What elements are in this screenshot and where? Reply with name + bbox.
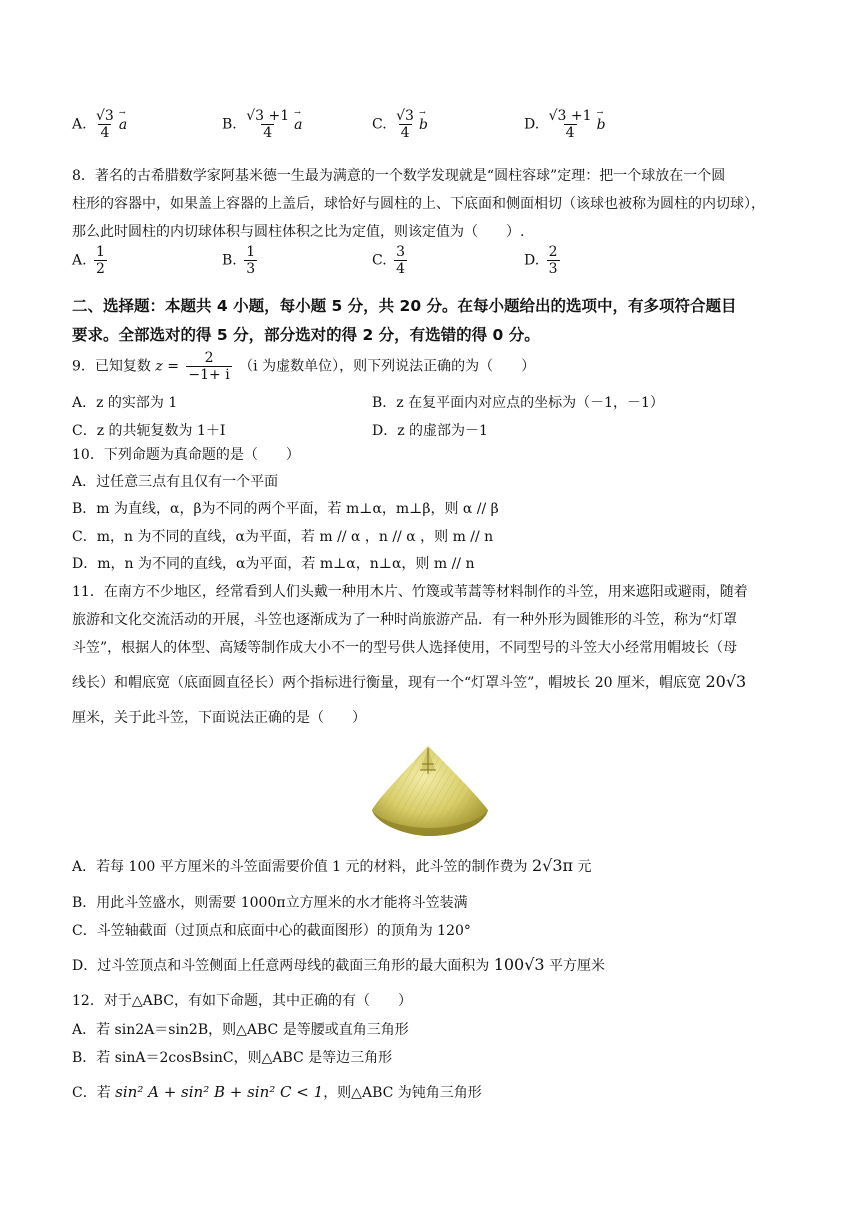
- q9-option-d: D．z 的虚部为－1: [372, 423, 488, 439]
- section-2-heading-line-2: 要求。全部选对的得 5 分，部分选对的得 2 分，有选错的得 0 分。: [72, 326, 540, 344]
- q8-option-b: B. $\frac{1}{3}$: [222, 244, 256, 278]
- q8-option-c-fraction: $\frac{3}{4}$: [396, 244, 406, 278]
- q8-option-d: D. $\frac{2}{3}$: [524, 244, 558, 278]
- q8-option-b-fraction: $\frac{1}{3}$: [246, 244, 256, 278]
- q8-stem-line-2: 柱形的容器中，如果盖上容器的上盖后，球恰好与圆柱的上、下底面和侧面相切（该球也被称为圆柱的内切球），: [72, 196, 765, 212]
- q7-option-c-fraction: $\frac{√3}{4}$: [396, 108, 414, 142]
- q7-option-a-fraction: $\frac{√3}{4}$: [96, 108, 114, 142]
- q11-option-a: A．若每 100 平方厘米的斗笠面需要价值 1 元的材料，此斗笠的制作费为 2√3π 元: [72, 856, 592, 875]
- section-2-heading-line-1: 二、选择题：本题共 4 小题，每小题 5 分，共 20 分。在每小题给出的选项中，有多项符合题目: [72, 297, 737, 315]
- q11-stem-line-4: 线长）和帽底宽（底面圆直径长）两个指标进行衡量，现有一个“灯罩斗笠”，帽坡长 20 厘米，帽底宽 20√3: [72, 672, 747, 691]
- q9-option-c: C．z 的共轭复数为 1＋I: [72, 423, 226, 439]
- vector-a: → a: [119, 117, 127, 133]
- vector-b: → b: [419, 117, 428, 133]
- q12-option-b: B．若 sinA＝2cosBsinC，则△ABC 是等边三角形: [72, 1050, 393, 1066]
- q10-option-c: C．m，n 为不同的直线，α为平面，若 m // α ，n // α ，则 m // n: [72, 529, 494, 545]
- q9-stem: 9．已知复数 z = $\frac{2}{-1+ i}$ （i 为虚数单位），则下列说法正确的为（ ）: [72, 350, 536, 384]
- q8-option-a-fraction: $\frac{1}{2}$: [96, 244, 105, 278]
- q12-option-c: C．若 sin² A + sin² B + sin² C < 1，则△ABC 为钝角三角形: [72, 1083, 482, 1101]
- q9-fraction: $\frac{2}{-1+ i}$: [188, 350, 230, 384]
- q10-stem: 10．下列命题为真命题的是（ ）: [72, 447, 300, 463]
- vector-b: → b: [597, 117, 606, 133]
- q11-stem-line-1: 11．在南方不少地区，经常看到人们头戴一种用木片、竹篾或苇蒿等材料制作的斗笠，用来遮阳或避雨，随着: [72, 584, 748, 600]
- q7-option-a: A. $\frac{√3}{4}$ → a: [72, 108, 127, 141]
- q10-option-b: B．m 为直线，α，β为不同的两个平面，若 m⊥α，m⊥β，则 α // β: [72, 501, 499, 517]
- q10-option-a: A．过任意三点有且仅有一个平面: [72, 474, 279, 490]
- q11-stem-line-2: 旅游和文化交流活动的开展，斗笠也逐渐成为了一种时尚旅游产品．有一种外形为圆锥形的斗笠，称为“灯罩: [72, 612, 738, 628]
- q8-stem-line-1: 8．著名的古希腊数学家阿基米德一生最为满意的一个数学发现就是“圆柱容球”定理：把一个球放在一个圆: [72, 168, 726, 184]
- q7-option-b: B. $\frac{√3 +1}{4}$ → a: [222, 108, 302, 141]
- q9-option-a: A．z 的实部为 1: [72, 395, 178, 411]
- q8-stem-line-3: 那么此时圆柱的内切球体积与圆柱体积之比为定值，则该定值为（ ）.: [72, 224, 525, 240]
- q11-option-d: D．过斗笠顶点和斗笠侧面上任意两母线的截面三角形的最大面积为 100√3 平方厘米: [72, 955, 606, 974]
- q7-option-c: C. $\frac{√3}{4}$ → b: [372, 108, 428, 141]
- q11-stem-line-5: 厘米，关于此斗笠，下面说法正确的是（ ）: [72, 710, 366, 726]
- vector-a: → a: [294, 117, 302, 133]
- q11-option-c: C．斗笠轴截面（过顶点和底面中心的截面图形）的顶角为 120°: [72, 923, 471, 939]
- q10-option-d: D．m，n 为不同的直线，α为平面，若 m⊥α，n⊥α，则 m // n: [72, 556, 475, 572]
- conical-hat-image: [366, 740, 492, 840]
- q7-option-b-fraction: $\frac{√3 +1}{4}$: [246, 108, 290, 142]
- q8-option-d-fraction: $\frac{2}{3}$: [548, 244, 558, 278]
- q12-stem: 12．对于△ABC，有如下命题，其中正确的有（ ）: [72, 993, 412, 1009]
- q11-stem-line-3: 斗笠”，根据人的体型、高矮等制作成大小不一的型号供人选择使用，不同型号的斗笠大小经常用帽坡长（母: [72, 640, 738, 656]
- q12-option-a: A．若 sin2A＝sin2B，则△ABC 是等腰或直角三角形: [72, 1022, 409, 1038]
- conical-hat-illustration: [366, 740, 492, 840]
- q8-option-c: C. $\frac{3}{4}$: [372, 244, 406, 278]
- q8-option-a: A. $\frac{1}{2}$: [72, 244, 105, 278]
- q9-option-b: B．z 在复平面内对应点的坐标为（－1，－1）: [372, 395, 664, 411]
- q7-option-d-fraction: $\frac{√3 +1}{4}$: [548, 108, 592, 142]
- q7-option-d: D. $\frac{√3 +1}{4}$ → b: [524, 108, 606, 141]
- q11-option-b: B．用此斗笠盛水，则需要 1000π立方厘米的水才能将斗笠装满: [72, 895, 468, 911]
